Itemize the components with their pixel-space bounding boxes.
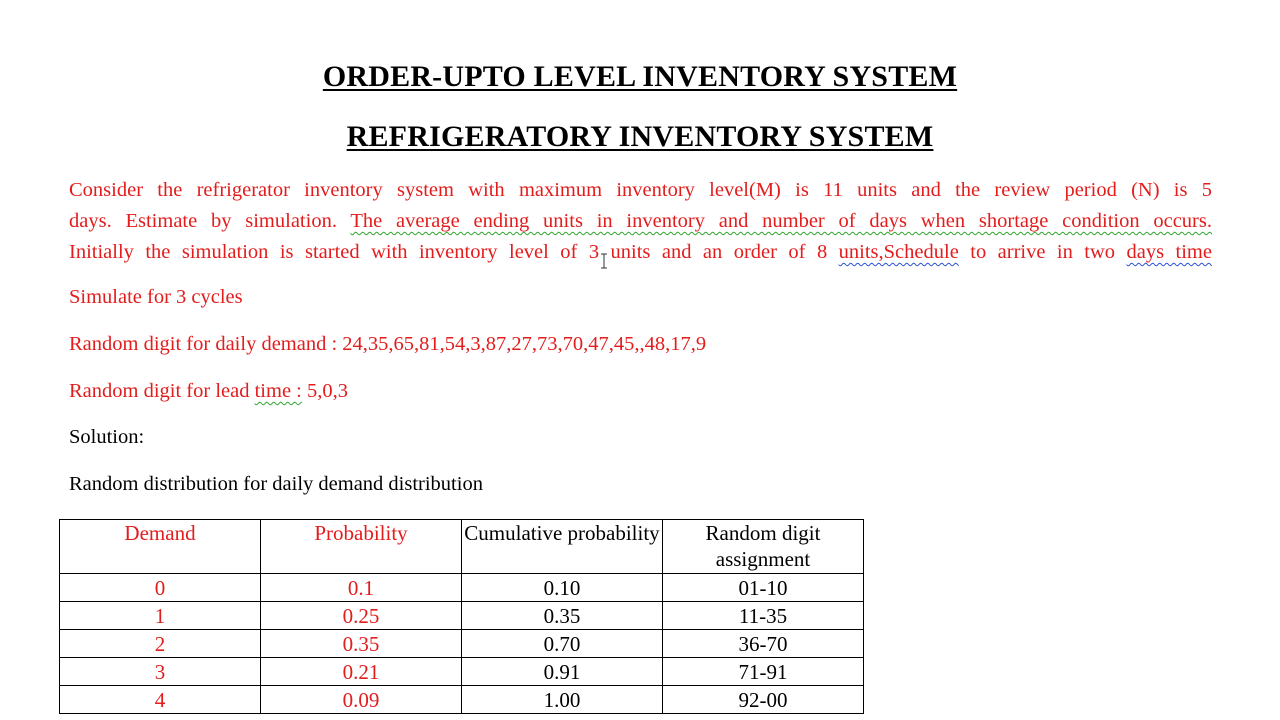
cell-probability: 0.35 <box>261 630 462 658</box>
cell-demand: 4 <box>60 686 261 714</box>
table-row <box>60 686 864 714</box>
problem-line-1: Consider the refrigerator inventory system with maximum inventory level(M) is 11 units and the review period (N) is 5 <box>69 179 1212 201</box>
problem-line-3-mid: to arrive in two <box>958 241 1127 263</box>
text-cursor-icon <box>600 253 608 269</box>
cell-cumulative: 0.70 <box>462 630 663 658</box>
table-row <box>60 574 864 602</box>
cell-random-digit: 92-00 <box>663 686 864 714</box>
random-lead-label: Random digit for lead <box>69 380 255 402</box>
cell-demand: 1 <box>60 602 261 630</box>
problem-schedule-word: units,Schedule <box>838 241 959 263</box>
cell-probability: 0.1 <box>261 574 462 602</box>
problem-line-2-start: days. Estimate by simulation. <box>69 210 351 232</box>
header-demand: Demand <box>60 520 261 574</box>
sub-title: REFRIGERATORY INVENTORY SYSTEM <box>346 120 934 153</box>
cell-cumulative: 0.35 <box>462 602 663 630</box>
header-probability: Probability <box>261 520 462 574</box>
header-cumulative: Cumulative probability <box>462 520 663 574</box>
cell-probability: 0.09 <box>261 686 462 714</box>
problem-statement <box>69 175 1212 268</box>
table-row <box>60 630 864 658</box>
random-demand-digits: Random digit for daily demand : 24,35,65,81,54,3,87,27,73,70,47,45,,48,17,9 <box>69 333 707 355</box>
cell-random-digit: 11-35 <box>663 602 864 630</box>
cell-probability: 0.21 <box>261 658 462 686</box>
problem-line-3 <box>69 237 1212 268</box>
problem-line-3-start: Initially the simulation is started with inventory level of 3 units and an order of 8 <box>69 241 839 263</box>
simulate-cycles: Simulate for 3 cycles <box>69 286 243 308</box>
cell-random-digit: 36-70 <box>663 630 864 658</box>
cell-random-digit: 01-10 <box>663 574 864 602</box>
table-row <box>60 602 864 630</box>
table-caption: Random distribution for daily demand distribution <box>69 473 483 495</box>
demand-distribution-table <box>59 519 864 714</box>
cell-cumulative: 0.10 <box>462 574 663 602</box>
cell-demand: 0 <box>60 574 261 602</box>
problem-objective: The average ending units in inventory and number of days when shortage condition occurs. <box>350 210 1212 232</box>
cell-demand: 3 <box>60 658 261 686</box>
cell-demand: 2 <box>60 630 261 658</box>
problem-days-time: days time <box>1126 241 1212 263</box>
main-title: ORDER-UPTO LEVEL INVENTORY SYSTEM <box>322 60 958 93</box>
random-lead-time-word: time : <box>254 380 302 402</box>
cell-cumulative: 1.00 <box>462 686 663 714</box>
cell-probability: 0.25 <box>261 602 462 630</box>
cell-cumulative: 0.91 <box>462 658 663 686</box>
problem-line-2 <box>69 206 1212 237</box>
header-random-digit: Random digit assignment <box>663 520 864 574</box>
random-lead-digits <box>69 380 348 403</box>
solution-heading: Solution: <box>69 426 145 448</box>
table-row <box>60 658 864 686</box>
cell-random-digit: 71-91 <box>663 658 864 686</box>
random-lead-values: 5,0,3 <box>301 380 348 402</box>
table-header-row <box>60 520 864 574</box>
